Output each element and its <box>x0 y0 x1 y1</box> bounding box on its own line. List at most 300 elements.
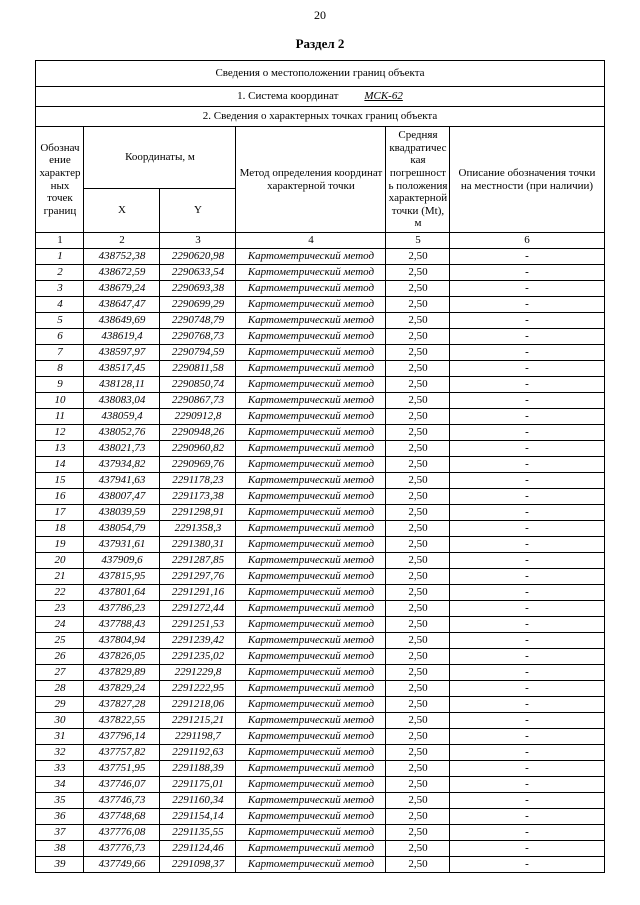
point-number: 33 <box>36 761 84 777</box>
table-row <box>36 585 604 601</box>
error-value-cell: 2,50 <box>386 425 450 441</box>
point-number: 38 <box>36 841 84 857</box>
point-number: 17 <box>36 505 84 521</box>
description-cell: - <box>450 329 604 345</box>
point-number: 32 <box>36 745 84 761</box>
coordinate-y: 2290633,54 <box>160 265 236 281</box>
coordinate-y: 2291215,21 <box>160 713 236 729</box>
method-cell: Картометрический метод <box>236 761 386 777</box>
table-row <box>36 649 604 665</box>
description-cell: - <box>450 777 604 793</box>
method-cell: Картометрический метод <box>236 537 386 553</box>
description-cell: - <box>450 313 604 329</box>
coordinate-y: 2291173,38 <box>160 489 236 505</box>
description-cell: - <box>450 681 604 697</box>
description-cell: - <box>450 665 604 681</box>
table-row <box>36 713 604 729</box>
coordinate-x: 438054,79 <box>84 521 160 537</box>
description-cell: - <box>450 505 604 521</box>
coordinate-y: 2290867,73 <box>160 393 236 409</box>
coordinate-y: 2290748,79 <box>160 313 236 329</box>
page-number: 20 <box>314 8 326 22</box>
coordinate-x: 438672,59 <box>84 265 160 281</box>
error-value-cell: 2,50 <box>386 825 450 841</box>
description-cell: - <box>450 825 604 841</box>
description-cell: - <box>450 713 604 729</box>
method-cell: Картометрический метод <box>236 265 386 281</box>
point-number: 2 <box>36 265 84 281</box>
description-cell: - <box>450 377 604 393</box>
header-description: Описание обозначения точки на местности (при наличии) <box>450 127 604 233</box>
error-value-cell: 2,50 <box>386 681 450 697</box>
table-row <box>36 617 604 633</box>
coordinate-y: 2291188,39 <box>160 761 236 777</box>
table-row <box>36 521 604 537</box>
method-cell: Картометрический метод <box>236 297 386 313</box>
coordinate-y: 2291251,53 <box>160 617 236 633</box>
description-cell: - <box>450 521 604 537</box>
coordinate-y: 2290912,8 <box>160 409 236 425</box>
point-number: 5 <box>36 313 84 329</box>
coordinate-y: 2291358,3 <box>160 521 236 537</box>
table-row <box>36 265 604 281</box>
coordinate-y: 2291135,55 <box>160 825 236 841</box>
method-cell: Картометрический метод <box>236 569 386 585</box>
method-cell: Картометрический метод <box>236 825 386 841</box>
error-value-cell: 2,50 <box>386 745 450 761</box>
error-value-cell: 2,50 <box>386 473 450 489</box>
coordinate-y: 2291287,85 <box>160 553 236 569</box>
table-row <box>36 361 604 377</box>
points-info-label: 2. Сведения о характерных точках границ объекта <box>36 107 604 127</box>
coordinate-y: 2290969,76 <box>160 457 236 473</box>
error-value-cell: 2,50 <box>386 297 450 313</box>
method-cell: Картометрический метод <box>236 249 386 265</box>
description-cell: - <box>450 745 604 761</box>
description-cell: - <box>450 537 604 553</box>
table-row <box>36 633 604 649</box>
header-error: Средняя квадратическая погрешность положения характерной точки (Мt), м <box>386 127 450 233</box>
coordinate-x: 438083,04 <box>84 393 160 409</box>
coordinate-y: 2291218,06 <box>160 697 236 713</box>
method-cell: Картометрический метод <box>236 809 386 825</box>
error-value-cell: 2,50 <box>386 345 450 361</box>
point-number: 19 <box>36 537 84 553</box>
header-y: Y <box>160 189 236 233</box>
description-cell: - <box>450 633 604 649</box>
description-cell: - <box>450 585 604 601</box>
coordinate-x: 438679,24 <box>84 281 160 297</box>
coordinate-y: 2291297,76 <box>160 569 236 585</box>
coordinate-x: 437746,07 <box>84 777 160 793</box>
method-cell: Картометрический метод <box>236 313 386 329</box>
error-value-cell: 2,50 <box>386 313 450 329</box>
point-number: 39 <box>36 857 84 873</box>
error-value-cell: 2,50 <box>386 809 450 825</box>
table-row <box>36 313 604 329</box>
error-value-cell: 2,50 <box>386 249 450 265</box>
method-cell: Картометрический метод <box>236 633 386 649</box>
description-cell: - <box>450 473 604 489</box>
coordinate-x: 438647,47 <box>84 297 160 313</box>
coordinate-system-cell <box>36 87 604 107</box>
table-row <box>36 793 604 809</box>
point-number: 26 <box>36 649 84 665</box>
method-cell: Картометрический метод <box>236 649 386 665</box>
table-row <box>36 281 604 297</box>
error-value-cell: 2,50 <box>386 617 450 633</box>
method-cell: Картометрический метод <box>236 697 386 713</box>
table-row <box>36 841 604 857</box>
coordinate-y: 2290811,58 <box>160 361 236 377</box>
coordinate-x: 438597,97 <box>84 345 160 361</box>
method-cell: Картометрический метод <box>236 377 386 393</box>
method-cell: Картометрический метод <box>236 745 386 761</box>
point-number: 12 <box>36 425 84 441</box>
point-number: 28 <box>36 681 84 697</box>
description-cell: - <box>450 265 604 281</box>
method-cell: Картометрический метод <box>236 441 386 457</box>
coordinate-x: 438007,47 <box>84 489 160 505</box>
error-value-cell: 2,50 <box>386 377 450 393</box>
coordinate-y: 2290960,82 <box>160 441 236 457</box>
error-value-cell: 2,50 <box>386 633 450 649</box>
section-title: Раздел 2 <box>295 36 345 51</box>
coordinate-system-label: 1. Система координат <box>237 90 339 103</box>
error-value-cell: 2,50 <box>386 393 450 409</box>
coordinate-x: 437801,64 <box>84 585 160 601</box>
description-cell: - <box>450 361 604 377</box>
point-number: 35 <box>36 793 84 809</box>
table-row <box>36 537 604 553</box>
points-table-body <box>36 249 604 873</box>
table-title-row <box>36 61 604 87</box>
table-row <box>36 377 604 393</box>
point-number: 10 <box>36 393 84 409</box>
description-cell: - <box>450 601 604 617</box>
method-cell: Картометрический метод <box>236 345 386 361</box>
table-row <box>36 489 604 505</box>
table-row <box>36 409 604 425</box>
coordinate-y: 2290693,38 <box>160 281 236 297</box>
coordinate-y: 2291124,46 <box>160 841 236 857</box>
table-row <box>36 745 604 761</box>
coordinate-x: 437796,14 <box>84 729 160 745</box>
description-cell: - <box>450 297 604 313</box>
error-value-cell: 2,50 <box>386 793 450 809</box>
method-cell: Картометрический метод <box>236 793 386 809</box>
table-row <box>36 393 604 409</box>
point-number: 24 <box>36 617 84 633</box>
coordinate-y: 2291291,16 <box>160 585 236 601</box>
description-cell: - <box>450 809 604 825</box>
description-cell: - <box>450 441 604 457</box>
table-row <box>36 761 604 777</box>
table-row <box>36 505 604 521</box>
coordinate-x: 438752,38 <box>84 249 160 265</box>
table-header-section <box>36 61 604 249</box>
method-cell: Картометрический метод <box>236 729 386 745</box>
method-cell: Картометрический метод <box>236 601 386 617</box>
error-value-cell: 2,50 <box>386 553 450 569</box>
column-number-1: 1 <box>36 233 84 249</box>
method-cell: Картометрический метод <box>236 361 386 377</box>
table-row <box>36 857 604 873</box>
point-number: 1 <box>36 249 84 265</box>
description-cell: - <box>450 345 604 361</box>
coordinate-x: 438052,76 <box>84 425 160 441</box>
column-number-2: 2 <box>84 233 160 249</box>
description-cell: - <box>450 649 604 665</box>
point-number: 11 <box>36 409 84 425</box>
coordinate-y: 2290620,98 <box>160 249 236 265</box>
coordinate-x: 437804,94 <box>84 633 160 649</box>
coordinate-x: 437776,08 <box>84 825 160 841</box>
table-row <box>36 473 604 489</box>
point-number: 20 <box>36 553 84 569</box>
error-value-cell: 2,50 <box>386 713 450 729</box>
method-cell: Картометрический метод <box>236 489 386 505</box>
error-value-cell: 2,50 <box>386 281 450 297</box>
column-number-3: 3 <box>160 233 236 249</box>
error-value-cell: 2,50 <box>386 777 450 793</box>
error-value-cell: 2,50 <box>386 649 450 665</box>
method-cell: Картометрический метод <box>236 665 386 681</box>
coordinate-x: 438128,11 <box>84 377 160 393</box>
table-row <box>36 553 604 569</box>
table-row <box>36 697 604 713</box>
header-x: X <box>84 189 160 233</box>
coordinate-x: 438649,69 <box>84 313 160 329</box>
method-cell: Картометрический метод <box>236 841 386 857</box>
point-number: 16 <box>36 489 84 505</box>
header-method: Метод определения координат характерной точки <box>236 127 386 233</box>
table-row <box>36 809 604 825</box>
point-number: 36 <box>36 809 84 825</box>
description-cell: - <box>450 489 604 505</box>
method-cell: Картометрический метод <box>236 521 386 537</box>
coordinate-x: 437751,95 <box>84 761 160 777</box>
point-number: 3 <box>36 281 84 297</box>
coordinate-x: 437941,63 <box>84 473 160 489</box>
coordinate-x: 437829,24 <box>84 681 160 697</box>
point-number: 21 <box>36 569 84 585</box>
method-cell: Картометрический метод <box>236 425 386 441</box>
table-row <box>36 729 604 745</box>
description-cell: - <box>450 697 604 713</box>
table-row <box>36 665 604 681</box>
error-value-cell: 2,50 <box>386 361 450 377</box>
method-cell: Картометрический метод <box>236 553 386 569</box>
point-number: 25 <box>36 633 84 649</box>
method-cell: Картометрический метод <box>236 393 386 409</box>
error-value-cell: 2,50 <box>386 489 450 505</box>
method-cell: Картометрический метод <box>236 585 386 601</box>
coordinate-system-row <box>36 87 604 107</box>
coordinate-y: 2291239,42 <box>160 633 236 649</box>
point-number: 18 <box>36 521 84 537</box>
point-number: 34 <box>36 777 84 793</box>
method-cell: Картометрический метод <box>236 505 386 521</box>
coordinate-y: 2291272,44 <box>160 601 236 617</box>
point-number: 31 <box>36 729 84 745</box>
coordinate-y: 2291298,91 <box>160 505 236 521</box>
coordinate-x: 438619,4 <box>84 329 160 345</box>
column-number-4: 4 <box>236 233 386 249</box>
method-cell: Картометрический метод <box>236 777 386 793</box>
description-cell: - <box>450 761 604 777</box>
coordinate-x: 437748,68 <box>84 809 160 825</box>
method-cell: Картометрический метод <box>236 281 386 297</box>
coordinate-x: 438059,4 <box>84 409 160 425</box>
coordinate-x: 437909,6 <box>84 553 160 569</box>
table-row <box>36 345 604 361</box>
coordinate-y: 2291098,37 <box>160 857 236 873</box>
coordinate-y: 2291198,7 <box>160 729 236 745</box>
column-number-5: 5 <box>386 233 450 249</box>
error-value-cell: 2,50 <box>386 841 450 857</box>
header-coordinates: Координаты, м <box>84 127 236 189</box>
error-value-cell: 2,50 <box>386 457 450 473</box>
table-row <box>36 457 604 473</box>
point-number: 15 <box>36 473 84 489</box>
description-cell: - <box>450 841 604 857</box>
coordinate-x: 438517,45 <box>84 361 160 377</box>
coordinate-y: 2291235,02 <box>160 649 236 665</box>
coordinate-y: 2291154,14 <box>160 809 236 825</box>
description-cell: - <box>450 281 604 297</box>
method-cell: Картометрический метод <box>236 409 386 425</box>
point-number: 30 <box>36 713 84 729</box>
error-value-cell: 2,50 <box>386 729 450 745</box>
error-value-cell: 2,50 <box>386 697 450 713</box>
coordinate-x: 437788,43 <box>84 617 160 633</box>
coordinate-x: 437829,89 <box>84 665 160 681</box>
table-row <box>36 681 604 697</box>
coordinate-y: 2290699,29 <box>160 297 236 313</box>
error-value-cell: 2,50 <box>386 537 450 553</box>
coordinate-y: 2290850,74 <box>160 377 236 393</box>
point-number: 23 <box>36 601 84 617</box>
coordinate-system-value: МСК-62 <box>364 90 403 103</box>
coordinate-x: 438039,59 <box>84 505 160 521</box>
description-cell: - <box>450 457 604 473</box>
coordinate-x: 437827,28 <box>84 697 160 713</box>
description-cell: - <box>450 569 604 585</box>
description-cell: - <box>450 425 604 441</box>
column-numbers-row <box>36 233 604 249</box>
table-row <box>36 601 604 617</box>
coordinate-y: 2291160,34 <box>160 793 236 809</box>
description-cell: - <box>450 409 604 425</box>
point-number: 14 <box>36 457 84 473</box>
table-row <box>36 297 604 313</box>
method-cell: Картометрический метод <box>236 329 386 345</box>
header-designation: Обозначение характерных точек границ <box>36 127 84 233</box>
table-title: Сведения о местоположении границ объекта <box>36 61 604 87</box>
coordinate-x: 438021,73 <box>84 441 160 457</box>
coordinate-y: 2291178,23 <box>160 473 236 489</box>
error-value-cell: 2,50 <box>386 857 450 873</box>
boundary-points-table <box>35 60 604 873</box>
coordinate-y: 2291229,8 <box>160 665 236 681</box>
coordinate-y: 2290768,73 <box>160 329 236 345</box>
point-number: 8 <box>36 361 84 377</box>
error-value-cell: 2,50 <box>386 601 450 617</box>
description-cell: - <box>450 249 604 265</box>
coordinate-x: 437931,61 <box>84 537 160 553</box>
table-row <box>36 569 604 585</box>
coordinate-x: 437776,73 <box>84 841 160 857</box>
method-cell: Картометрический метод <box>236 713 386 729</box>
error-value-cell: 2,50 <box>386 329 450 345</box>
error-value-cell: 2,50 <box>386 665 450 681</box>
description-cell: - <box>450 617 604 633</box>
point-number: 7 <box>36 345 84 361</box>
point-number: 9 <box>36 377 84 393</box>
coordinate-x: 437746,73 <box>84 793 160 809</box>
description-cell: - <box>450 793 604 809</box>
table-row <box>36 825 604 841</box>
point-number: 13 <box>36 441 84 457</box>
error-value-cell: 2,50 <box>386 505 450 521</box>
column-headers-row-1 <box>36 127 604 189</box>
coordinate-y: 2291175,01 <box>160 777 236 793</box>
coordinate-x: 437757,82 <box>84 745 160 761</box>
description-cell: - <box>450 729 604 745</box>
method-cell: Картометрический метод <box>236 617 386 633</box>
error-value-cell: 2,50 <box>386 409 450 425</box>
coordinate-y: 2290794,59 <box>160 345 236 361</box>
coordinate-y: 2291380,31 <box>160 537 236 553</box>
coordinate-x: 437786,23 <box>84 601 160 617</box>
point-number: 29 <box>36 697 84 713</box>
method-cell: Картометрический метод <box>236 473 386 489</box>
error-value-cell: 2,50 <box>386 761 450 777</box>
coordinate-x: 437815,95 <box>84 569 160 585</box>
error-value-cell: 2,50 <box>386 569 450 585</box>
coordinate-x: 437749,66 <box>84 857 160 873</box>
method-cell: Картометрический метод <box>236 457 386 473</box>
point-number: 6 <box>36 329 84 345</box>
coordinate-x: 437934,82 <box>84 457 160 473</box>
coordinate-x: 437822,55 <box>84 713 160 729</box>
point-number: 4 <box>36 297 84 313</box>
points-info-row <box>36 107 604 127</box>
point-number: 22 <box>36 585 84 601</box>
point-number: 37 <box>36 825 84 841</box>
error-value-cell: 2,50 <box>386 521 450 537</box>
method-cell: Картометрический метод <box>236 857 386 873</box>
error-value-cell: 2,50 <box>386 585 450 601</box>
table-row <box>36 329 604 345</box>
description-cell: - <box>450 857 604 873</box>
table-row <box>36 441 604 457</box>
column-number-6: 6 <box>450 233 604 249</box>
table-row <box>36 777 604 793</box>
coordinate-x: 437826,05 <box>84 649 160 665</box>
point-number: 27 <box>36 665 84 681</box>
error-value-cell: 2,50 <box>386 441 450 457</box>
coordinate-y: 2290948,26 <box>160 425 236 441</box>
table-row <box>36 249 604 265</box>
method-cell: Картометрический метод <box>236 681 386 697</box>
description-cell: - <box>450 553 604 569</box>
coordinate-y: 2291222,95 <box>160 681 236 697</box>
error-value-cell: 2,50 <box>386 265 450 281</box>
coordinate-y: 2291192,63 <box>160 745 236 761</box>
table-row <box>36 425 604 441</box>
